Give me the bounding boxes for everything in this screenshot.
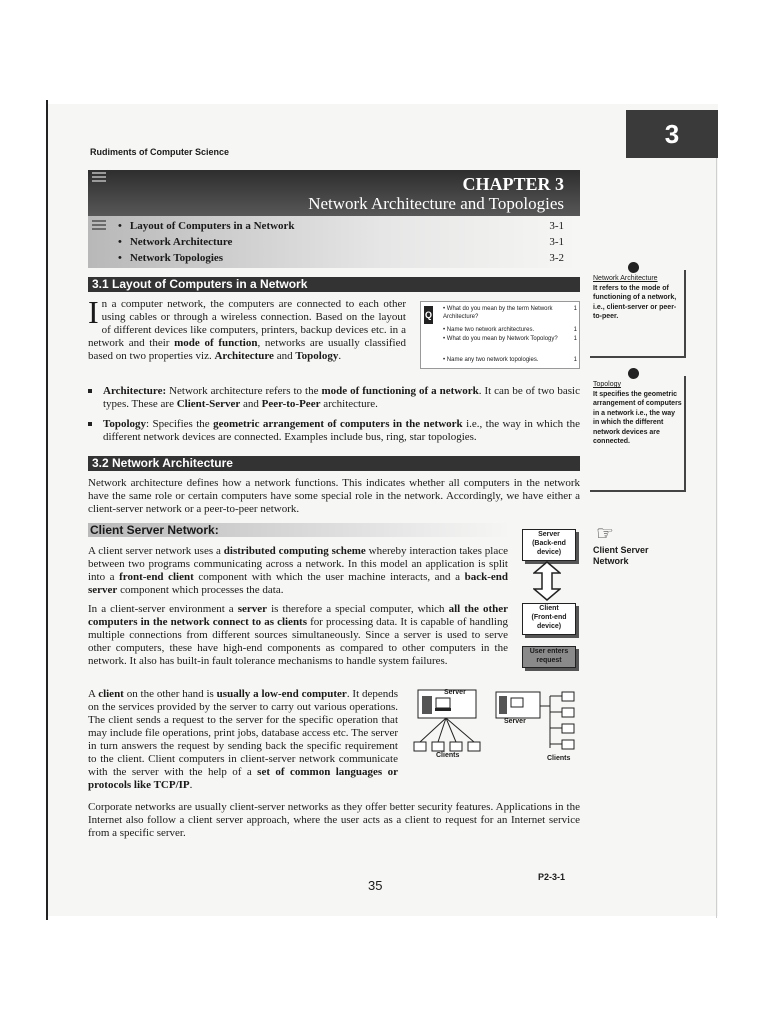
chapter-banner: [88, 170, 580, 216]
intro-paragraph: In a computer network, the computers are connected to each other using cables or through a wireless connection. Based on the layout of different devices like computers, printers, backup devices etc. in a network and their mode of function, networks are usually classified based on two properties viz. Architecture and Topology.: [88, 294, 406, 362]
margin-note-topology: Topology It specifies the geometric arrangement of computers in a network i.e., the way in which the different network devices are connected.: [593, 381, 682, 445]
architecture-bullet: Architecture: Network architecture refers to the mode of functioning of a network. It can be of two basic types. These are Client-Server and Peer-to-Peer architecture.: [88, 385, 580, 411]
client-server-paragraph: A client server network uses a distributed computing scheme whereby interaction takes place between two programs communicating across a network. In this model an application is split into a front-end client component with which the user machine interacts, and a back-end server component which processes the data.: [88, 545, 509, 596]
page-edge: [716, 112, 717, 918]
toc-item: • Network Topologies 3-2: [118, 252, 564, 264]
question-item: • Name two network architectures. 1: [443, 327, 577, 333]
server-box: Server (Back-end device): [522, 529, 576, 561]
request-box: User enters request: [522, 646, 576, 668]
server-label: Server: [444, 689, 466, 696]
toc-item: • Network Architecture 3-1: [118, 236, 564, 248]
section-heading: 3.1 Layout of Computers in a Network: [88, 277, 580, 292]
banner-stripes-icon: [92, 172, 106, 184]
corporate-paragraph: Corporate networks are usually client-server networks as they offer better security features. Applications in the Internet also follow a client server approach, where the user acts as a client to request for an Internet service from a specific server.: [88, 801, 580, 839]
question-icon: Q: [424, 306, 433, 324]
section-heading: 3.2 Network Architecture: [88, 456, 580, 471]
bullet-marker: [88, 422, 92, 426]
chapter-label: CHAPTER 3: [462, 174, 564, 194]
clients-label: Clients: [547, 755, 571, 762]
subsection-heading: Client Server Network:: [88, 523, 512, 537]
margin-note-network-architecture: Network Architecture It refers to the mode of functioning of a network, i.e., client-server or peer-to-peer.: [593, 275, 677, 320]
server-paragraph: In a client-server environment a server is therefore a special computer, which all the other computers in the network connect to as clients for processing data. It is capable of handling multiple connections from different sources simultaneously. Since a server is used to serve other computers, these have high-end components as compared to other computers in the network. It also has built-in fault tolerance mechanisms to handle system failures.: [88, 603, 508, 667]
question-item: • What do you mean by Network Topology? 1: [443, 336, 577, 342]
margin-keyword: Client Server Network: [593, 545, 649, 566]
question-box: [420, 301, 580, 369]
page-code: P2-3-1: [538, 872, 566, 882]
question-item: • What do you mean by the term Network Architecture? 1: [443, 306, 577, 320]
running-head: Rudiments of Computer Science: [90, 147, 230, 157]
clients-label: Clients: [436, 752, 460, 759]
page-number: 35: [368, 878, 383, 893]
chapter-contents: [88, 216, 580, 268]
client-paragraph: A client on the other hand is usually a low-end computer. It depends on the services provided by the server to carry out various operations. The client sends a request to the server for the specific operation that may include file operations, print jobs, database access etc. The server in turn answers the request by sending back the specific requirement to the client. Client computers in client-server network communicate with the server with the help of a set of common languages or protocols like TCP/IP.: [88, 688, 399, 791]
bullet-marker: [88, 389, 92, 393]
topology-bullet: Topology: Specifies the geometric arrangement of computers in the network i.e., the way in which the different network devices are connected. Examples include bus, ring, star topologies.: [88, 418, 580, 444]
toc-stripes-icon: [92, 220, 106, 232]
double-arrow-icon: [533, 561, 561, 601]
client-box: Client (Front-end device): [522, 603, 576, 635]
binding-line: [46, 100, 48, 920]
chapter-title: Network Architecture and Topologies: [308, 194, 564, 213]
client-server-network-diagram: [406, 688, 582, 764]
drop-cap: I: [88, 294, 99, 330]
server-label: Server: [504, 718, 526, 725]
chapter-tab: 3: [626, 110, 718, 158]
toc-item: • Layout of Computers in a Network 3-1: [118, 220, 564, 232]
network-architecture-paragraph: Network architecture defines how a network functions. This indicates whether all computers in the network have the same role or certain computers have some special role in the network. Accordingly, we have either a client-server network or a peer-to-peer network.: [88, 477, 580, 515]
question-item: • Name any two network topologies. 1: [443, 357, 577, 363]
pointing-hand-icon: ☞: [596, 523, 614, 545]
